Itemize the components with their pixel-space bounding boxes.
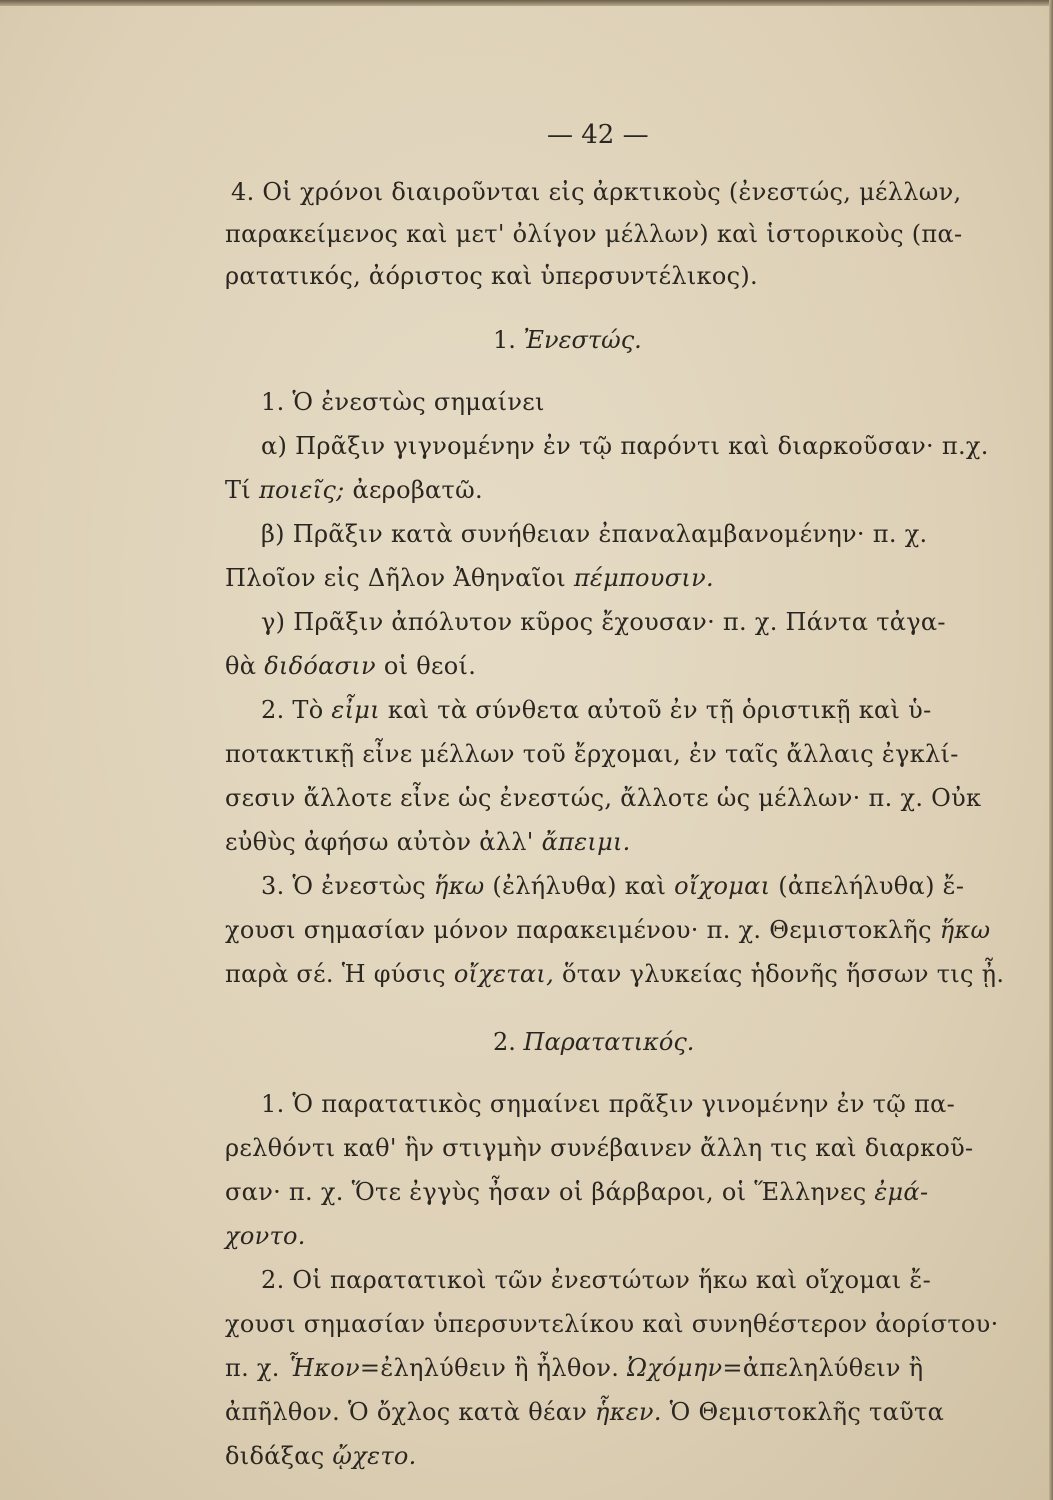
- page-right-edge: [1049, 0, 1053, 1500]
- text-line: 2. Τὸ εἶμι καὶ τὰ σύνθετα αὐτοῦ ἐν τῇ ὁριστικῇ καὶ ὑ-: [261, 696, 932, 724]
- text-line: ἀπῆλθον. Ὁ ὄχλος κατὰ θέαν ἧκεν. Ὁ Θεμιστοκλῆς ταῦτα: [225, 1398, 945, 1426]
- text-line: β) Πρᾶξιν κατὰ συνήθειαν ἐπαναλαμβανομένην· π. χ.: [261, 520, 928, 548]
- text-line: Τί ποιεῖς; ἀεροβατῶ.: [225, 476, 483, 504]
- section-heading-imperfect: 2. Παρατατικός.: [493, 1028, 695, 1056]
- text-line: ρατατικός, ἀόριστος καὶ ὑπερσυντέλικος).: [225, 262, 758, 290]
- text-line: Πλοῖον εἰς Δῆλον Ἀθηναῖοι πέμπουσιν.: [225, 564, 714, 592]
- page-top-edge: [0, 0, 1053, 6]
- text-line: π. χ. Ἧκον=ἐληλύθειν ἢ ἦλθον. Ὠχόμην=ἀπεληλύθειν ἢ: [225, 1354, 924, 1382]
- text-line: χουσι σημασίαν μόνον παρακειμένου· π. χ. Θεμιστοκλῆς ἥκω: [225, 916, 991, 944]
- text-line: θὰ διδόασιν οἱ θεοί.: [225, 652, 477, 680]
- text-line: 2. Οἱ παρατατικοὶ τῶν ἐνεστώτων ἥκω καὶ οἴχομαι ἔ-: [261, 1266, 931, 1294]
- text-line: χοντο.: [225, 1222, 306, 1250]
- text-line: σεσιν ἄλλοτε εἶνε ὡς ἐνεστώς, ἄλλοτε ὡς μέλλων· π. χ. Οὐκ: [225, 784, 982, 812]
- text-line: παρακείμενος καὶ μετ' ὀλίγον μέλλων) καὶ ἱστορικοὺς (πα-: [225, 220, 963, 248]
- text-line: διδάξας ᾤχετο.: [225, 1442, 417, 1470]
- text-line: παρὰ σέ. Ἡ φύσις οἴχεται, ὅταν γλυκείας ἡδονῆς ἥσσων τις ᾖ.: [225, 960, 1005, 988]
- text-line: γ) Πρᾶξιν ἀπόλυτον κῦρος ἔχουσαν· π. χ. Πάντα τἀγα-: [261, 608, 946, 636]
- page-number: — 42 —: [547, 120, 649, 150]
- text-line: ποτακτικῇ εἶνε μέλλων τοῦ ἔρχομαι, ἐν ταῖς ἄλλαις ἐγκλί-: [225, 740, 959, 768]
- text-line: α) Πρᾶξιν γιγνομένην ἐν τῷ παρόντι καὶ διαρκοῦσαν· π.χ.: [261, 432, 989, 460]
- text-line: ρελθόντι καθ' ἣν στιγμὴν συνέβαινεν ἄλλη τις καὶ διαρκοῦ-: [225, 1134, 974, 1162]
- text-line: 1. Ὁ παρατατικὸς σημαίνει πρᾶξιν γινομένην ἐν τῷ πα-: [261, 1090, 956, 1118]
- text-line: χουσι σημασίαν ὑπερσυντελίκου καὶ συνηθέστερον ἀορίστου·: [225, 1310, 999, 1338]
- text-line: 1. Ὁ ἐνεστὼς σημαίνει: [261, 388, 545, 416]
- text-line: 3. Ὁ ἐνεστὼς ἥκω (ἐλήλυθα) καὶ οἴχομαι (ἀπελήλυθα) ἔ-: [261, 872, 965, 900]
- text-line: σαν· π. χ. Ὅτε ἐγγὺς ἦσαν οἱ βάρβαροι, οἱ Ἕλληνες ἐμά-: [225, 1178, 929, 1206]
- text-line: εὐθὺς ἀφήσω αὐτὸν ἀλλ' ἄπειμι.: [225, 828, 631, 856]
- text-line: 4. Οἱ χρόνοι διαιροῦνται εἰς ἀρκτικοὺς (ἐνεστώς, μέλλων,: [231, 178, 962, 206]
- section-heading-present: 1. Ἐνεστώς.: [493, 326, 642, 354]
